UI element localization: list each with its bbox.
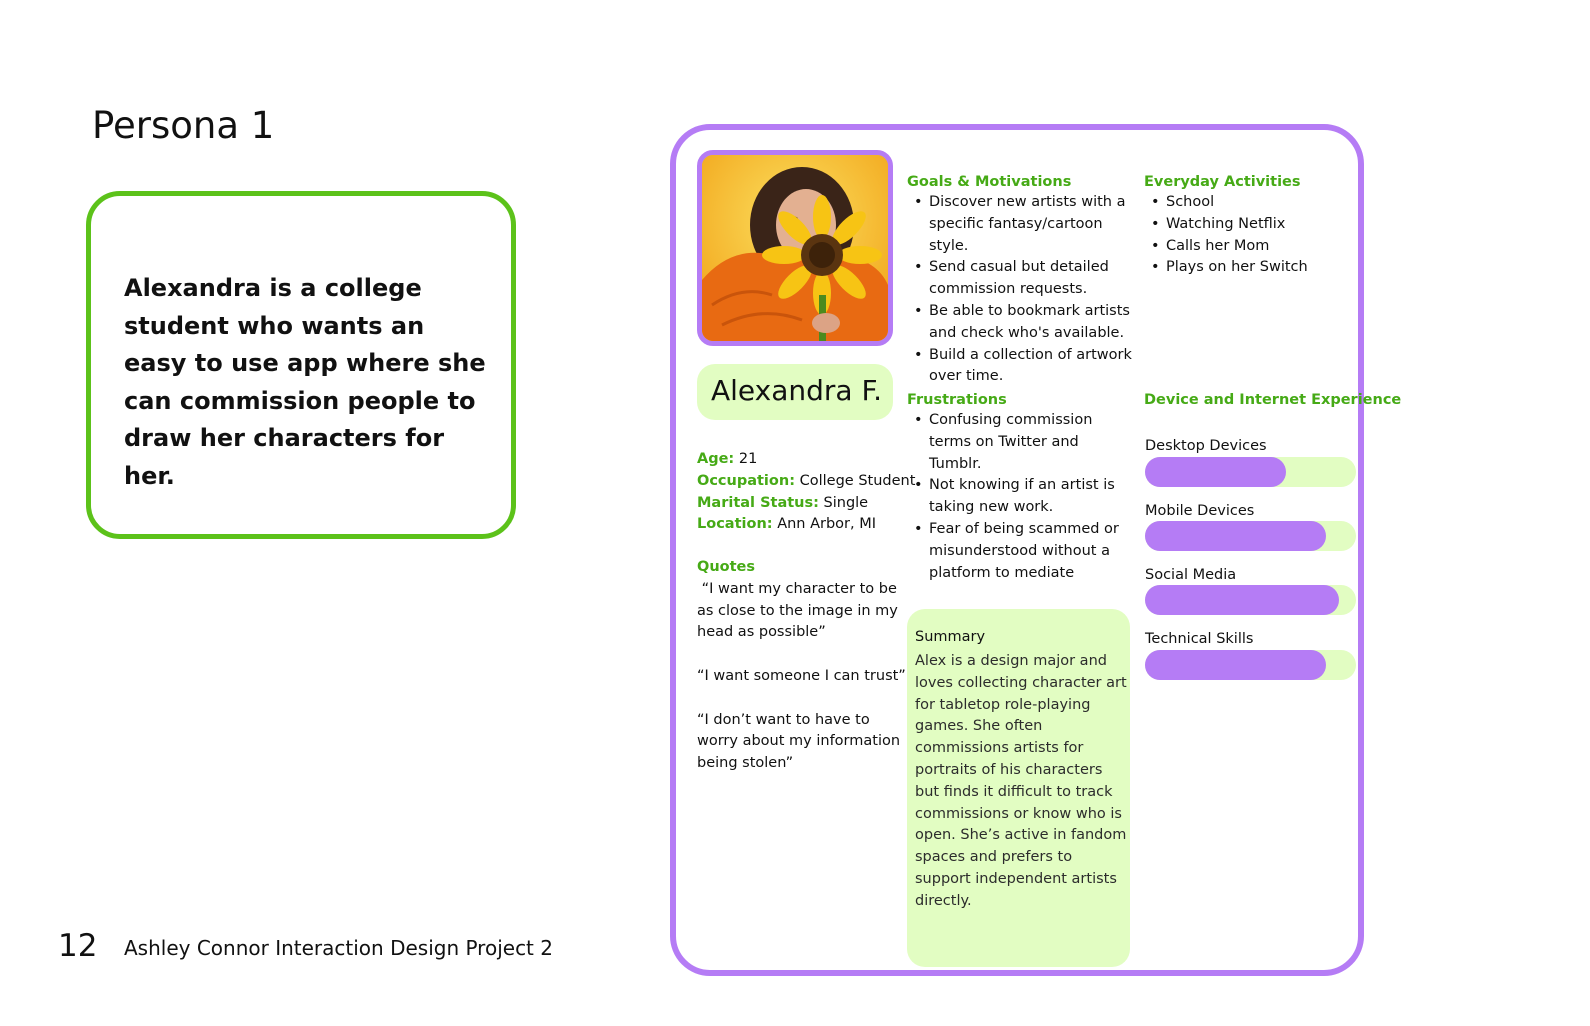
quote-item: “I want my character to be as close to the image in my head as possible”	[697, 580, 903, 641]
frustration-item: • Fear of being scammed or misunderstood without a platform to mediate	[907, 519, 1132, 584]
meter-fill	[1145, 585, 1339, 615]
activity-item: • Plays on her Switch	[1144, 257, 1344, 279]
meter-label-mobile: Mobile Devices	[1145, 503, 1255, 519]
quote-item: “I want someone I can trust”	[697, 667, 906, 684]
goal-item: • Discover new artists with a specific fantasy/cartoon style.	[907, 192, 1132, 257]
intro-card	[86, 191, 516, 539]
device-experience-heading: Device and Internet Experience	[1144, 392, 1402, 408]
page-number: 12	[58, 928, 98, 964]
fact-marital-status: Marital Status: Single	[697, 494, 869, 511]
persona-name: Alexandra F.	[711, 374, 882, 407]
goal-item: • Build a collection of artwork over time.	[907, 345, 1132, 389]
frustrations-section	[907, 390, 1132, 584]
summary-heading: Summary	[915, 629, 986, 645]
quote-item: “I don’t want to have to worry about my information being stolen”	[697, 711, 901, 772]
summary-text: Alex is a design major and loves collecting character art for tabletop role-playing games. She often commissions artists for portraits of his characters but finds it difficult to track commissions or know who is open. She’s active in fandom spaces and prefers to support independent artists directly.	[915, 653, 1127, 909]
meter-fill	[1145, 457, 1286, 487]
persona-photo	[697, 150, 893, 346]
page-title: Persona 1	[92, 104, 275, 147]
meter-fill	[1145, 650, 1326, 680]
activities-section	[1144, 172, 1344, 279]
meter-social-media	[1145, 585, 1356, 615]
summary-card	[907, 609, 1130, 967]
activity-item: • Watching Netflix	[1144, 214, 1344, 236]
persona-name-badge	[697, 364, 893, 420]
persona-facts	[697, 449, 916, 536]
goals-section	[907, 172, 1132, 388]
activities-heading: Everyday Activities	[1144, 174, 1301, 190]
meter-label-technical: Technical Skills	[1145, 631, 1254, 647]
meter-label-desktop: Desktop Devices	[1145, 438, 1267, 454]
fact-occupation: Occupation: College Student	[697, 472, 916, 489]
meter-desktop-devices	[1145, 457, 1356, 487]
quotes-section	[697, 557, 907, 775]
goal-item: • Be able to bookmark artists and check who's available.	[907, 301, 1132, 345]
goals-heading: Goals & Motivations	[907, 174, 1072, 190]
goal-item: • Send casual but detailed commission requests.	[907, 257, 1132, 301]
frustration-item: • Confusing commission terms on Twitter and Tumblr.	[907, 410, 1132, 475]
fact-age: Age: 21	[697, 451, 758, 467]
intro-text: Alexandra is a college student who wants an easy to use app where she can commission people to draw her characters for her.	[124, 274, 486, 490]
activity-item: • School	[1144, 192, 1344, 214]
meter-mobile-devices	[1145, 521, 1356, 551]
fact-location: Location: Ann Arbor, MI	[697, 516, 877, 533]
frustrations-heading: Frustrations	[907, 392, 1007, 408]
meter-label-social: Social Media	[1145, 567, 1237, 583]
meter-technical-skills	[1145, 650, 1356, 680]
quotes-heading: Quotes	[697, 559, 756, 575]
footer-text: Ashley Connor Interaction Design Project 2	[124, 936, 553, 960]
meter-fill	[1145, 521, 1326, 551]
frustration-item: • Not knowing if an artist is taking new work.	[907, 475, 1132, 519]
activity-item: • Calls her Mom	[1144, 236, 1344, 258]
